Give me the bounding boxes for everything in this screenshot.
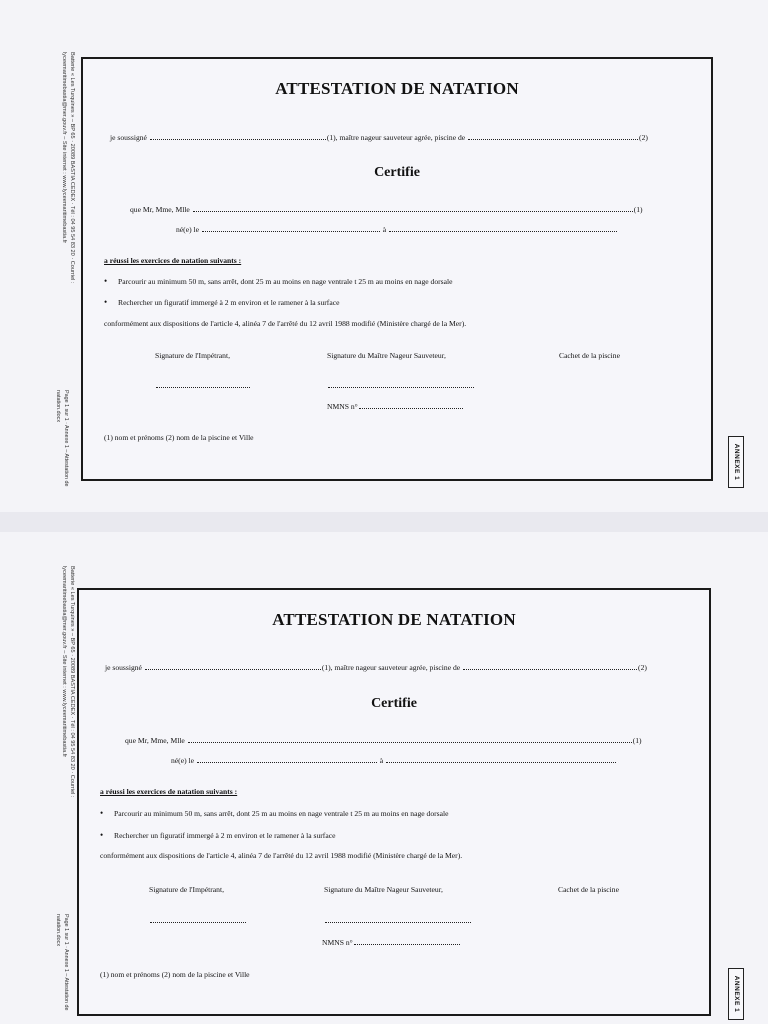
birth-line: [171, 756, 617, 765]
school-contact-margin: [36, 566, 76, 826]
exercise-item-2: [100, 830, 335, 840]
document-footer-text: Page 1 sur 1 · Annexe 1 – Attestation de natation.docx: [55, 390, 69, 487]
nmns-label: NMNS n°: [322, 938, 353, 947]
document-footer-text: Page 1 sur 1 · Annexe 1 – Attestation de natation.docx: [55, 914, 69, 1011]
candidate-signature-field[interactable]: [155, 381, 251, 390]
birth-date-label: né(e) le: [171, 756, 194, 765]
candidate-signature-label: Signature de l'Impétrant,: [149, 885, 224, 894]
candidate-signature-label: Signature de l'Impétrant,: [155, 351, 230, 360]
school-contact-text: Batterie « Les Turquines » – BP 65 · 20089 BASTIA CEDEX · Tél : 04 95 54 83 20 · Courriel : lyceemaritimebastia@mer.gouv.fr – Site internet : www.lyceemaritimebastia.fr: [61, 52, 75, 284]
candidate-name-blank[interactable]: [193, 210, 633, 212]
school-contact-margin: [36, 52, 76, 312]
document-footer-margin: [50, 390, 70, 500]
birth-place-blank[interactable]: [389, 230, 617, 232]
candidate-ref-label: (1): [632, 736, 642, 745]
lifeguard-signature-field[interactable]: [327, 381, 475, 390]
school-contact-text: Batterie « Les Turquines » – BP 65 · 20089 BASTIA CEDEX · Tél : 04 95 54 83 20 · Courriel : lyceemaritimebastia@mer.gouv.fr – Site internet : www.lyceemaritimebastia.fr: [61, 566, 75, 798]
birth-place-label: à: [382, 225, 387, 234]
certifie-heading: Certifie: [374, 165, 420, 180]
exercise-text-2: Rechercher un figuratif immergé à 2 m environ et le ramener à la surface: [118, 298, 340, 307]
lifeguard-signature-blank[interactable]: [328, 386, 474, 388]
conformity-text: conformément aux dispositions de l'article 4, alinéa 7 de l'arrêté du 12 avril 1988 modifié (Ministère chargé de la Mer).: [104, 319, 467, 328]
certifie-heading: Certifie: [371, 696, 417, 711]
pool-ref-label: (2): [638, 663, 647, 672]
bullet-icon: •: [100, 808, 104, 818]
candidate-ref-label: (1): [633, 205, 643, 214]
nmns-number-blank[interactable]: [354, 943, 460, 945]
exercises-heading: a réussi les exercices de natation suivants :: [104, 256, 242, 265]
birth-line: [176, 225, 618, 234]
certificate-title: ATTESTATION DE NATATION: [272, 610, 516, 629]
pool-stamp-label: Cachet de la piscine: [559, 351, 620, 360]
bullet-icon: •: [104, 297, 108, 307]
nmns-number-blank[interactable]: [359, 407, 463, 409]
name-blank[interactable]: [145, 668, 321, 670]
candidate-line: [130, 205, 643, 214]
candidate-signature-blank[interactable]: [156, 386, 250, 388]
pool-blank[interactable]: [463, 668, 637, 670]
conformity-text: conformément aux dispositions de l'article 4, alinéa 7 de l'arrêté du 12 avril 1988 modifié (Ministère chargé de la Mer).: [100, 851, 463, 860]
lifeguard-signature-label: Signature du Maître Nageur Sauveteur,: [327, 351, 446, 360]
candidate-label: que Mr, Mme, Mlle: [125, 736, 185, 745]
birth-date-blank[interactable]: [197, 761, 377, 763]
attestation-sheet-2: [0, 532, 768, 1024]
birth-date-blank[interactable]: [202, 230, 380, 232]
exercise-text-1: Parcourir au minimum 50 m, sans arrêt, dont 25 m au moins en nage ventrale t 25 m au moins en nage dorsale: [118, 277, 453, 286]
pool-stamp-label: Cachet de la piscine: [558, 885, 619, 894]
birth-place-blank[interactable]: [386, 761, 616, 763]
candidate-signature-blank[interactable]: [150, 921, 246, 923]
exercise-text-2: Rechercher un figuratif immergé à 2 m environ et le ramener à la surface: [114, 831, 336, 840]
exercise-text-1: Parcourir au minimum 50 m, sans arrêt, dont 25 m au moins en nage ventrale t 25 m au moins en nage dorsale: [114, 809, 449, 818]
soussigne-line: [105, 663, 647, 672]
candidate-line: [125, 736, 642, 745]
nmns-label: NMNS n°: [327, 402, 358, 411]
pool-ref-label: (2): [639, 133, 648, 142]
lifeguard-signature-label: Signature du Maître Nageur Sauveteur,: [324, 885, 443, 894]
name-blank[interactable]: [150, 138, 326, 140]
pool-blank[interactable]: [468, 138, 638, 140]
soussigne-label: je soussigné: [105, 663, 142, 672]
certificate-frame: [77, 588, 711, 1016]
lifeguard-signature-field[interactable]: [324, 916, 472, 925]
footnote-text: (1) nom et prénoms (2) nom de la piscine et Ville: [104, 433, 254, 442]
birth-place-label: à: [379, 756, 384, 765]
soussigne-mid-label: (1), maître nageur sauveteur agrée, piscine de: [321, 663, 461, 672]
exercises-heading: a réussi les exercices de natation suivants :: [100, 787, 238, 796]
certificate-frame: [81, 57, 713, 481]
certificate-title: ATTESTATION DE NATATION: [275, 79, 519, 98]
exercise-item-1: [100, 808, 448, 818]
sheet-separator: [0, 512, 768, 532]
birth-date-label: né(e) le: [176, 225, 199, 234]
annexe-tab: [728, 968, 744, 1020]
soussigne-label: je soussigné: [110, 133, 147, 142]
footnote-text: (1) nom et prénoms (2) nom de la piscine et Ville: [100, 970, 250, 979]
document-footer-margin: [50, 914, 70, 1024]
soussigne-mid-label: (1), maître nageur sauveteur agrée, piscine de: [326, 133, 466, 142]
soussigne-line: [110, 133, 648, 142]
candidate-label: que Mr, Mme, Mlle: [130, 205, 190, 214]
lifeguard-signature-blank[interactable]: [325, 921, 471, 923]
bullet-icon: •: [104, 276, 108, 286]
bullet-icon: •: [100, 830, 104, 840]
annexe-label: ANNEXE 1: [733, 975, 740, 1013]
exercise-item-1: [104, 276, 452, 286]
exercise-item-2: [104, 297, 339, 307]
candidate-signature-field[interactable]: [149, 916, 247, 925]
annexe-tab: [728, 436, 744, 488]
nmns-line: [322, 938, 461, 947]
nmns-line: [327, 402, 464, 411]
annexe-label: ANNEXE 1: [733, 443, 740, 481]
candidate-name-blank[interactable]: [188, 741, 632, 743]
